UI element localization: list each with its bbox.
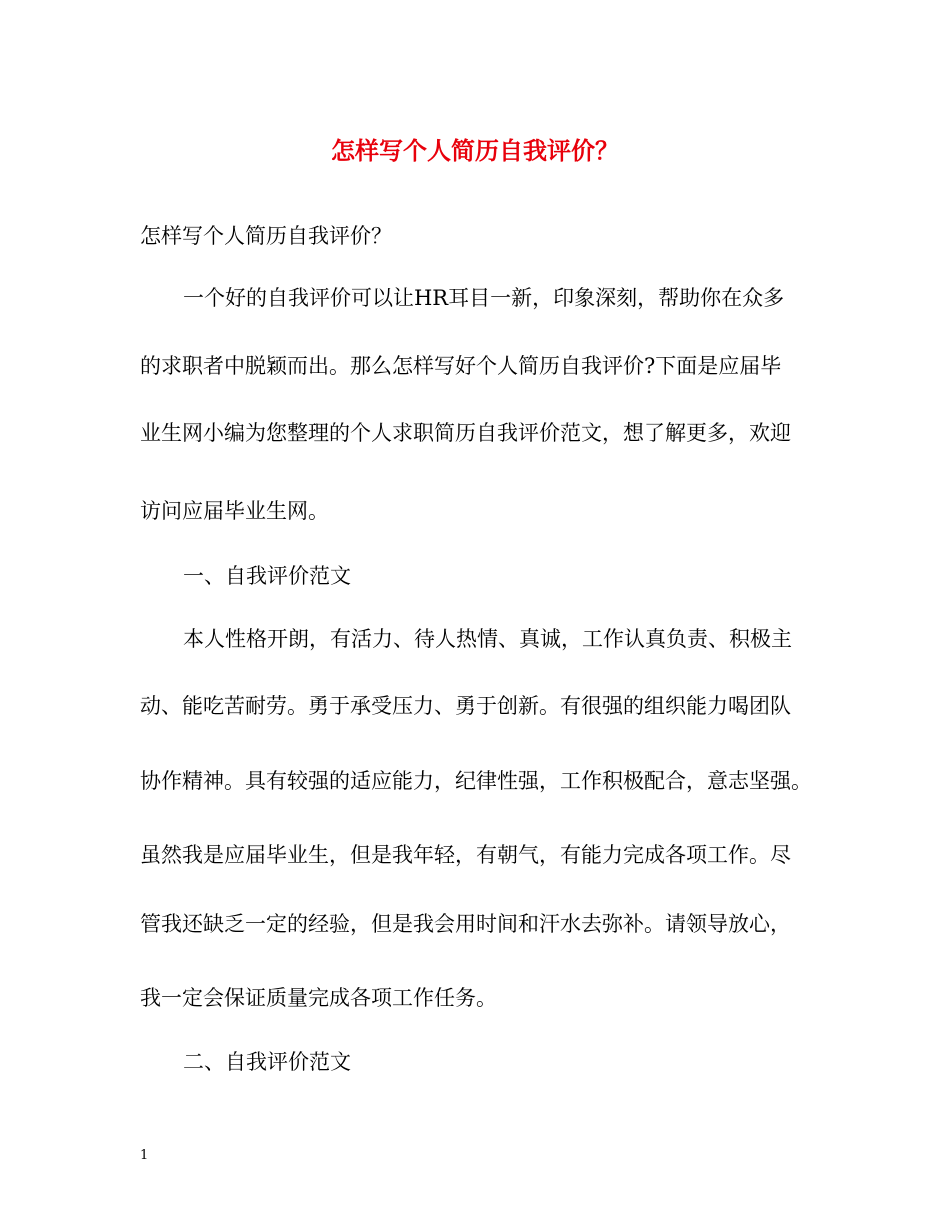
paragraph-line: 访问应届毕业生网。 [140,499,329,523]
paragraph-line: 本人性格开朗，有活力、待人热情、真诚，工作认真负责、积极主 [183,627,792,651]
paragraph-line: 我一定会保证质量完成各项工作任务。 [140,986,497,1010]
paragraph-line: 一个好的自我评价可以让HR耳目一新，印象深刻，帮助你在众多 [183,286,785,310]
page-number: 1 [140,1148,149,1163]
paragraph-line: 业生网小编为您整理的个人求职简历自我评价范文，想了解更多，欢迎 [140,421,791,445]
paragraph-line: 动、能吃苦耐劳。勇于承受压力、勇于创新。有很强的组织能力喝团队 [140,694,791,718]
section-heading: 一、自我评价范文 [183,564,351,588]
paragraph-line: 的求职者中脱颖而出。那么怎样写好个人简历自我评价?下面是应届毕 [140,354,782,378]
section-heading: 二、自我评价范文 [183,1050,351,1074]
paragraph-line: 协作精神。具有较强的适应能力，纪律性强，工作积极配合，意志坚强。 [140,769,812,793]
document-title: 怎样写个人简历自我评价？ [331,136,619,165]
paragraph-line: 虽然我是应届毕业生，但是我年轻，有朝气，有能力完成各项工作。尽 [140,843,791,867]
subtitle-line: 怎样写个人简历自我评价？ [140,224,392,248]
paragraph-line: 管我还缺乏一定的经验，但是我会用时间和汗水去弥补。请领导放心， [140,912,791,936]
